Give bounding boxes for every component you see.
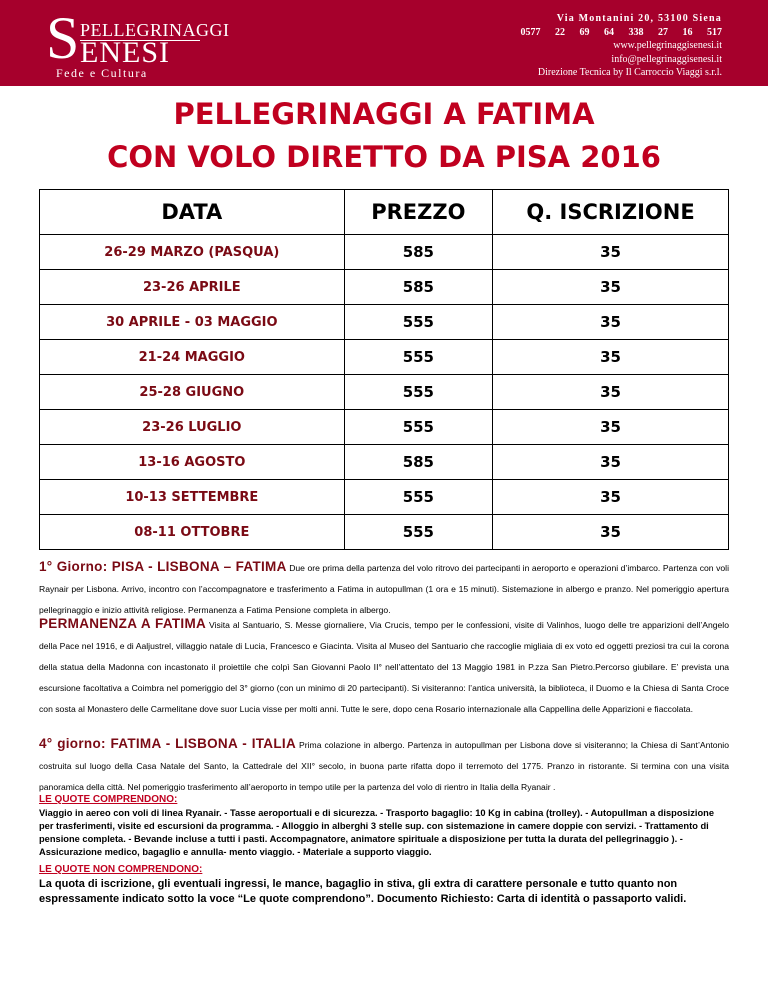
excludes-section (39, 864, 729, 906)
logo (46, 5, 230, 80)
contact-phone-2: 338 27 16 517 (628, 26, 722, 38)
cell-date: 13-16 AGOSTO (40, 445, 345, 480)
cell-price: 555 (344, 340, 492, 375)
cell-date: 08-11 OTTOBRE (40, 515, 345, 550)
table-row (40, 445, 729, 480)
cell-date: 30 APRILE - 03 MAGGIO (40, 305, 345, 340)
includes-heading: LE QUOTE COMPRENDONO: (39, 794, 178, 805)
includes-section (39, 794, 729, 859)
cell-date: 25-28 GIUGNO (40, 375, 345, 410)
table-row (40, 410, 729, 445)
program-stay (39, 613, 729, 720)
contact-direction: Direzione Tecnica by Il Carroccio Viaggi s.r.l. (537, 67, 722, 78)
cell-price: 585 (344, 235, 492, 270)
contact-email[interactable]: info@pellegrinaggisenesi.it (611, 53, 722, 65)
program-stay-text: Visita al Santuario, S. Messe giornaliere, Via Crucis, tempo per le confessioni, visite di Valinhos, luogo delle tre apparizioni dell’Angelo della Pace nel 1916, e di Aaljustrel, villaggio natale di Lucia, Francesco e Giacinta. Visita al Museo del Santuario che raccoglie migliaia di ex voto ed oggetti preziosi tra cui la corona della statua della Madonna con incastonato il proiettile che colpì San Giovanni Paolo II° nell’attentato del 13 Maggio 1981 in P.zza San Pietro.Percorso giubilare. E’ prevista una escursione facoltativa a Coimbra nel pomeriggio del 3° giorno (con un minimo di 20 partecipanti). Si visiteranno: l’antica università, la biblioteca, il Duomo e la Chiesa di Santa Croce con sosta al Monastero delle Carmelitane dove suor Lucia visse per molti anni. Tutte le sere, dopo cena Rosario internazionale alla Cappellina delle Apparizioni e fiaccolata. (39, 620, 729, 714)
cell-price: 555 (344, 480, 492, 515)
cell-price: 555 (344, 305, 492, 340)
program-stay-heading: PERMANENZA A FATIMA (39, 616, 207, 631)
excludes-text: La quota di iscrizione, gli eventuali ingressi, le mance, bagaglio in stiva, gli extra di carattere personale e tutto quanto non espressamente indicato sotto la voce “Le quote comprendono”. Documento Richiesto: Carta di identità o passaporto validi. (39, 878, 687, 905)
contact-phones (521, 26, 723, 40)
logo-tagline: Fede e Cultura (56, 66, 148, 80)
cell-fee: 35 (493, 515, 729, 550)
cell-date: 21-24 MAGGIO (40, 340, 345, 375)
program-day-1-heading: 1° Giorno: PISA - LISBONA – FATIMA (39, 559, 287, 574)
table-row (40, 480, 729, 515)
table-row (40, 270, 729, 305)
page-subtitle: CON VOLO DIRETTO DA PISA 2016 (107, 140, 661, 174)
page-title: PELLEGRINAGGI A FATIMA (173, 97, 595, 131)
logo-line2: ENESI (80, 36, 170, 69)
table-row (40, 515, 729, 550)
logo-initial: S (46, 5, 80, 71)
contact-phone-1: 0577 22 69 64 (520, 26, 614, 38)
cell-price: 555 (344, 375, 492, 410)
table-row (40, 305, 729, 340)
cell-fee: 35 (493, 270, 729, 305)
cell-price: 555 (344, 410, 492, 445)
cell-price: 585 (344, 445, 492, 480)
program-day-4-heading: 4° giorno: FATIMA - LISBONA - ITALIA (39, 736, 296, 751)
cell-date: 23-26 APRILE (40, 270, 345, 305)
price-table (39, 189, 729, 550)
table-row (40, 235, 729, 270)
includes-text: Viaggio in aereo con voli di linea Ryanair. - Tasse aeroportuali e di sicurezza. - Trasporto bagaglio: 10 Kg in cabina (trolley). - Autopullman a disposizione per trasferimenti, visite ed escursioni da programma. - Alloggio in alberghi 3 stelle sup. con sistemazione in camere doppie con servizi. - Trattamento di pensione completa. - Bevande incluse a tutti i pasti. Accompagnatore, animatore spirituale a disposizione per tutta la durata del pellegrinaggio ). - Assicurazione medico, bagaglio e annulla- mento viaggio. - Materiale a supporto viaggio. (39, 808, 715, 857)
cell-fee: 35 (493, 340, 729, 375)
table-row (40, 340, 729, 375)
cell-fee: 35 (493, 480, 729, 515)
program-day-4-text: Prima colazione in albergo. Partenza in autopullman per Lisbona dove si visiteranno; la Chiesa di Sant’Antonio costruita sul luogo della Casa Natale del Santo, la Cattedrale del XII° secolo, in buona parte rifatta dopo il terremoto del 1775. Pranzo in ristorante. Si termina con una visita panoramica della città. Nel pomeriggio trasferimento all’aeroporto in tempo utile per la partenza del volo di rientro in Italia della Ryanair . (39, 740, 729, 792)
column-header-date: DATA (40, 190, 345, 235)
excludes-heading: LE QUOTE NON COMPRENDONO: (39, 864, 203, 875)
table-header-row (40, 190, 729, 235)
logo-line1: PELLEGRINAGGI (80, 20, 230, 40)
cell-fee: 35 (493, 375, 729, 410)
program-day-4 (39, 733, 729, 798)
contact-block (521, 12, 723, 80)
cell-fee: 35 (493, 410, 729, 445)
cell-date: 10-13 SETTEMBRE (40, 480, 345, 515)
program-day-1-text: Due ore prima della partenza del volo ritrovo dei partecipanti in aeroporto e operazioni d’imbarco. Partenza con voli Raynair per Lisbona. Arrivo, incontro con l’accompagnatore e trasferimento a Fatima in autopullman (1 ora e 15 minuti). Sistemazione in albergo e pranzo. Nel pomeriggio apertura pellegrinaggio e inizio attività religiose. Permanenza a Fatima Pensione completa in albergo. (39, 563, 730, 615)
cell-fee: 35 (493, 305, 729, 340)
program-day-1 (39, 556, 729, 621)
cell-fee: 35 (493, 445, 729, 480)
table-row (40, 375, 729, 410)
column-header-price: PREZZO (344, 190, 492, 235)
contact-website[interactable]: www.pellegrinaggisenesi.it (613, 40, 722, 51)
header-banner (0, 0, 768, 86)
cell-price: 555 (344, 515, 492, 550)
column-header-fee: Q. ISCRIZIONE (493, 190, 729, 235)
cell-date: 23-26 LUGLIO (40, 410, 345, 445)
cell-date: 26-29 MARZO (PASQUA) (40, 235, 345, 270)
cell-fee: 35 (493, 235, 729, 270)
cell-price: 585 (344, 270, 492, 305)
contact-address: Via Montanini 20, 53100 Siena (556, 13, 722, 24)
